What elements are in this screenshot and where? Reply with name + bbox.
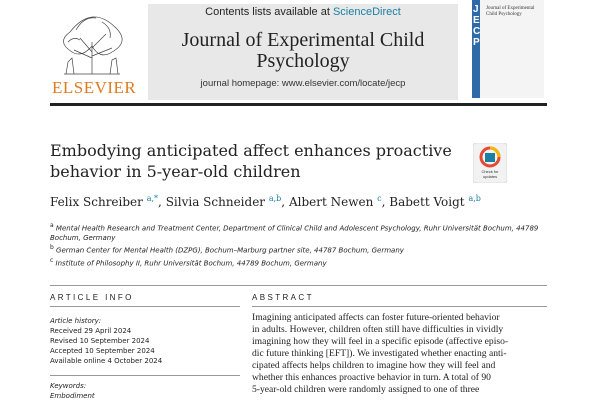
header-rule — [50, 103, 547, 106]
keyword-item: Embodiment — [50, 392, 95, 400]
article-info-heading: ARTICLE INFO — [50, 293, 134, 302]
journal-title[interactable]: Journal of Experimental Child Psychology — [181, 29, 425, 72]
author-sup[interactable]: c — [377, 194, 382, 203]
journal-homepage — [148, 78, 458, 89]
cover-title: Journal of Experimental Child Psychology — [486, 6, 535, 17]
history-item: Available online 4 October 2024 — [50, 357, 163, 365]
history-item: Received 29 April 2024 — [50, 327, 132, 335]
article-title: Embodying anticipated affect enhances proactive behavior in 5-year-old children — [50, 141, 452, 181]
keywords — [50, 381, 240, 401]
svg-text:Check for: Check for — [481, 169, 499, 174]
svg-text:updates: updates — [482, 174, 498, 179]
author-sup[interactable]: a,b — [468, 194, 481, 203]
abstract-line: cipated affects helps children to imagine how they will feel and — [252, 360, 496, 371]
abstract-heading: ABSTRACT — [252, 293, 314, 302]
homepage-url[interactable]: www.elsevier.com/locate/jecp — [281, 78, 406, 89]
contents-line — [148, 6, 458, 18]
abstract-line: in adults. However, children often still have difficulties in vividly — [252, 324, 504, 335]
publisher-name: ELSEVIER — [52, 78, 137, 97]
abstract-line: imagining how they will feel in a specific episode (affective episo- — [252, 336, 509, 347]
abstract-line: Imagining anticipated affects can foster future-oriented behavior — [252, 312, 500, 323]
abstract-line: dic future thinking [EFT]). We investigated whether enacting anti- — [252, 348, 507, 359]
section-rule — [50, 285, 547, 286]
history-item: Revised 10 September 2024 — [50, 337, 150, 345]
author-name[interactable]: Albert Newen — [288, 195, 374, 209]
history-item: Accepted 10 September 2024 — [50, 347, 155, 355]
check-for-updates-icon[interactable] — [473, 143, 507, 183]
author-name[interactable]: Silvia Schneider — [165, 195, 266, 209]
elsevier-tree-logo — [50, 2, 134, 90]
keywords-rule — [50, 375, 240, 376]
sciencedirect-link[interactable]: ScienceDirect — [332, 6, 401, 18]
author-list: Felix Schreiber $^{a,*}$, Silvia Schneider $^{a,b}$, Albert Newen $^c$, Babett Voigt $^{a,b}$ — [50, 194, 481, 209]
author-name[interactable]: Babett Voigt — [389, 195, 465, 209]
author-sup[interactable]: a,* — [146, 194, 159, 203]
article-history — [50, 316, 240, 366]
affiliation-item: $^a$ Mental Health Research and Treatment Center, Department of Clinical Child and Adolescent Psychology, Ruhr Universität Bochum, 44789 Bochum, Germany — [50, 222, 539, 243]
abstract-rule — [252, 306, 547, 307]
cover-letters: J E C P — [473, 4, 481, 48]
info-rule — [50, 306, 240, 307]
affiliation-item: $^c$ Institute of Philosophy II, Ruhr Universität Bochum, 44789 Bochum, Germany — [50, 256, 327, 267]
author-sup[interactable]: a,b — [268, 194, 282, 203]
author-name[interactable]: Felix Schreiber — [50, 195, 143, 209]
keywords-label: Keywords: — [50, 382, 87, 390]
abstract-line: 5-year-old children were randomly assigned to one of three — [252, 384, 480, 395]
affiliation-item: $^b$ German Center for Mental Health (DZPG), Bochum–Marburg partner site, 44787 Bochum, Germany — [50, 244, 404, 255]
homepage-label: journal homepage: — [200, 78, 280, 89]
abstract-body — [252, 312, 546, 396]
contents-prefix: Contents lists available at — [205, 6, 330, 18]
affiliations — [50, 221, 570, 268]
history-label: Article history: — [50, 317, 102, 325]
abstract-line: whether this enhances proactive behavior in turn. A total of 90 — [252, 372, 491, 383]
